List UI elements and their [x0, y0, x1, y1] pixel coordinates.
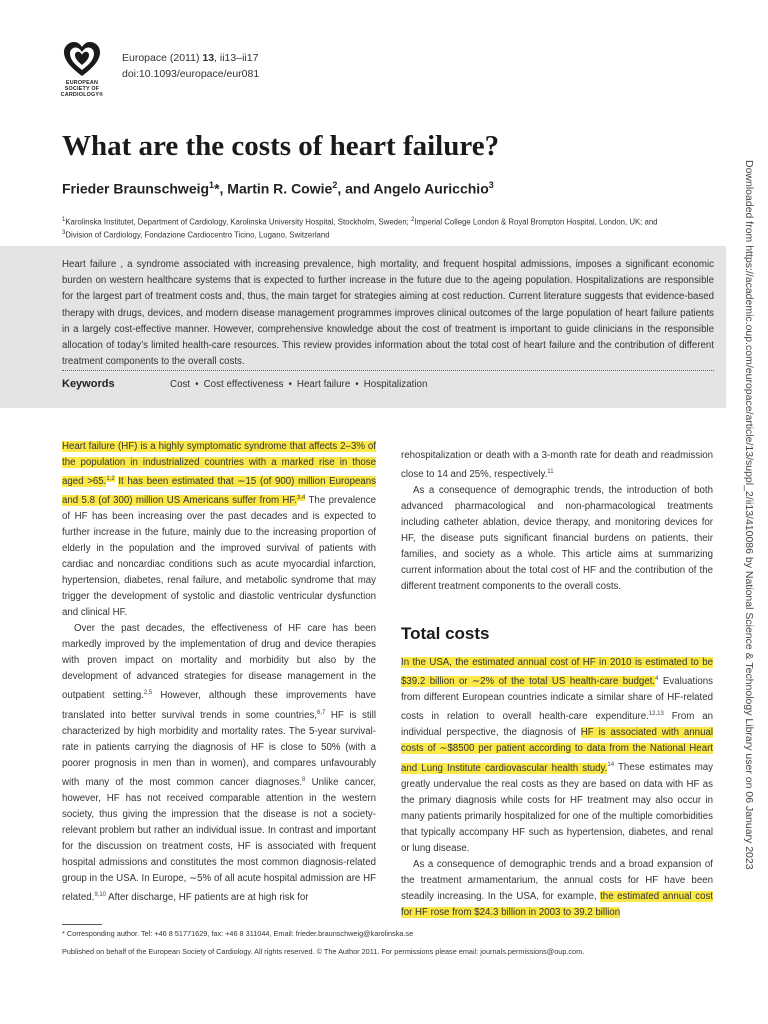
body-paragraph	[401, 857, 713, 921]
esc-logo	[58, 40, 106, 98]
citation-ref[interactable]: 1,2	[106, 476, 115, 482]
affil-text: Karolinska Institutet, Department of Cardiology, Karolinska University Hospital, Stockholm, Sweden;	[65, 217, 412, 227]
affil-number: 1	[62, 217, 66, 223]
journal-citation	[122, 50, 259, 82]
keyword-bullet: •	[288, 379, 292, 390]
publisher-notice: Published on behalf of the European Society of Cardiology. All rights reserved. © The Author 2011. For permissions please email: journals.permissions@oup.com.	[62, 947, 585, 956]
body-paragraph: As a consequence of demographic trends, the introduction of both advanced pharmacological and non-pharmacological treatments including catheter ablation, device therapy, and monitoring devices for HF, the disease puts significant financial burdens on patients, their families, and society as a whole. This article aims at summarizing current information about the total cost of HF and the contribution of the different treatment components to the overall costs.	[401, 485, 713, 593]
affil-text: Division of Cardiology, Fondazione Cardiocentro Ticino, Lugano, Switzerland	[65, 230, 330, 240]
author-separator: ,	[219, 180, 228, 197]
body-text: HF is still characterized by high morbidity and mortality rates. The 5-year survival-rate in patients carrying the diagnosis of HF is close to 50% (with a poorer prognosis in men than in women), and compares unfavourably with many of the most common cancer diagnoses.	[62, 709, 376, 789]
citation-ref[interactable]: 6,7	[317, 709, 326, 716]
keyword: Cost	[170, 379, 191, 390]
body-paragraph	[401, 448, 713, 483]
citation-ref[interactable]: 9,10	[94, 892, 106, 899]
article-title: What are the costs of heart failure?	[62, 130, 500, 162]
author-name: Frieder Braunschweig	[62, 180, 210, 197]
citation-prefix: Europace (2011)	[122, 52, 203, 64]
author-name: Angelo Auricchio	[373, 180, 489, 197]
body-column-right-bottom	[401, 655, 713, 921]
logo-text-line: CARDIOLOGY®	[60, 92, 104, 98]
logo-text-line: SOCIETY OF	[64, 86, 100, 92]
highlighted-text: It has been estimated that ∼15 (of 900) million Europeans and 5.8 (of 300) million US Americans suffer from HF.	[62, 476, 376, 507]
body-text: Unlike cancer, however, HF has not received comparable attention in the western society, thus giving the impression that the disease is not a society-relevant problem but rather an individual issue. In contrast and important for the discussion on treatment costs, HF is associated with frequent hospital admissions and constitutes the most common diagnosis-related group in the USA. In Europe, ∼5% of all acute hospital admission are HF related.	[62, 777, 376, 904]
download-watermark: Downloaded from https://academic.oup.com/europace/article/13/suppl_2/ii13/410086 by National Science & Technology Library user on 06 January 2023	[743, 160, 755, 870]
affil-text: Imperial College London & Royal Brompton Hospital, London, UK; and	[414, 217, 658, 227]
body-paragraph	[62, 439, 376, 621]
body-text: These estimates may greatly undervalue the real costs as they are based on data with HF as the primary diagnosis while costs for HF treatment may also occur in many patients primarily hospitalized for one of the multiple comorbidities that typically accompany HF such as hypertension, diabetes, and renal or lung disease.	[401, 762, 713, 854]
body-text: After discharge, HF patients are at high risk for	[106, 892, 309, 904]
body-text: Over the past decades, the effectiveness of HF care has been markedly improved by the implementation of drug and device therapies with proven impact on mortality and morbidity but also by the development of advanced strategies for disease management in the outpatient setting.	[62, 623, 376, 702]
keywords-label: Keywords	[62, 378, 115, 390]
citation-ref[interactable]: 3,4	[296, 495, 306, 502]
keyword: Hospitalization	[363, 379, 428, 390]
corresponding-mark: *	[214, 180, 220, 197]
body-paragraph	[62, 621, 376, 906]
body-text: rehospitalization or death with a 3-month rate for death and readmission close to 14 and 25%, respectively.	[401, 450, 713, 481]
citation-ref[interactable]: 8	[302, 776, 306, 783]
body-text: As a consequence of demographic trends and a broad expansion of the treatment armamentarium, the annual costs for HF have been steadily increasing. In the USA, for example,	[401, 858, 713, 902]
citation-ref[interactable]: 12,13	[648, 711, 664, 718]
highlighted-text: the estimated annual cost for HF rose from $24.3 billion in 2003 to 39.2 billion	[401, 890, 713, 918]
author-list	[62, 180, 494, 197]
body-text: Evaluations from different European countries indicate a similar share of HF-related costs in relation to overall health-care expenditure.	[401, 676, 713, 723]
body-text: The prevalence of HF has been increasing over the past decades and is expected to further increase in the future, mainly due to the increasing proportion of elderly in the population and the improved survival of patients with cardiac and noncardiac conditions such as acute myocardial infarction, hypertension, diabetes, renal failure, and metabolic syndrome that may trigger the development of systolic and diastolic ventricular dysfunction and clinical HF.	[62, 495, 376, 619]
highlighted-text: HF is associated with annual costs of ∼$8500 per patient according to data from the National Heart and Lung Institute cardiovascular health study.	[401, 727, 714, 774]
abstract-text: Heart failure , a syndrome associated with increasing prevalence, high mortality, and frequent hospital admissions, imposes a significant economic burden on western healthcare systems that is expected to further increase in the future due to the ageing population. Hospitalizations are responsible for the largest part of treatment costs and, thus, the main target for strategies aiming at cost reduction. Current literature suggests that evidence-based therapy with drugs, devices, and modern disease management programmes improves clinical outcomes of the large population of heart failure patients in a largely cost-effective manner. However, comprehensive knowledge about the cost of treatment is important to guide clinicians in the responsible allocation of today’s limited health-care resources. This review provides information about the total cost of heart failure and the contribution of different treatment components to the overall costs.	[62, 259, 714, 368]
logo-text-line: EUROPEAN	[65, 80, 99, 86]
body-text: From an individual perspective, the diagnosis of	[401, 711, 713, 739]
affiliations	[62, 215, 712, 241]
affil-number: 3	[62, 230, 66, 237]
citation-ref[interactable]: 14	[607, 762, 615, 769]
body-text: However, although these improvements have translated into better survival trends in some countries,	[62, 690, 376, 721]
author-affil-ref: 1	[209, 180, 215, 190]
corresponding-author-footnote: * Corresponding author. Tel: +46 8 51771629, fax: +46 8 311044, Email: frieder.braunschweig@karolinska.se	[62, 929, 414, 938]
keywords-divider	[62, 370, 714, 371]
citation-ref[interactable]: 2,5	[143, 690, 153, 697]
citation-ref[interactable]: 11	[547, 469, 554, 475]
affil-number: 2	[411, 217, 415, 223]
keyword: Cost effectiveness	[203, 379, 284, 390]
keyword-bullet: •	[195, 379, 199, 390]
author-affil-ref: 3	[488, 180, 494, 190]
body-paragraph	[401, 655, 713, 857]
keywords-list	[170, 379, 427, 390]
footnote-rule	[62, 924, 102, 925]
highlighted-text: In the USA, the estimated annual cost of HF in 2010 is estimated to be $39.2 billion or ∼2% of the total US health-care budget.	[401, 657, 713, 688]
body-column-right-top	[401, 448, 713, 595]
citation-volume: 13	[202, 52, 215, 64]
author-affil-ref: 2	[332, 180, 338, 190]
citation-ref[interactable]: 4	[655, 676, 659, 682]
section-heading: Total costs	[401, 624, 490, 643]
heart-logo-icon	[62, 40, 102, 78]
author-separator: , and	[337, 180, 374, 197]
citation-pages: , ii13–ii17	[214, 52, 259, 64]
highlighted-text: Heart failure (HF) is a highly symptomatic syndrome that affects 2–3% of the population in industrialized countries with a marked rise in those aged >65.	[62, 441, 376, 488]
body-column-left	[62, 439, 376, 906]
keyword: Heart failure	[296, 379, 351, 390]
keyword-bullet: •	[355, 379, 359, 390]
doi: doi:10.1093/europace/eur081	[122, 68, 260, 80]
author-name: Martin R. Cowie	[227, 180, 333, 197]
